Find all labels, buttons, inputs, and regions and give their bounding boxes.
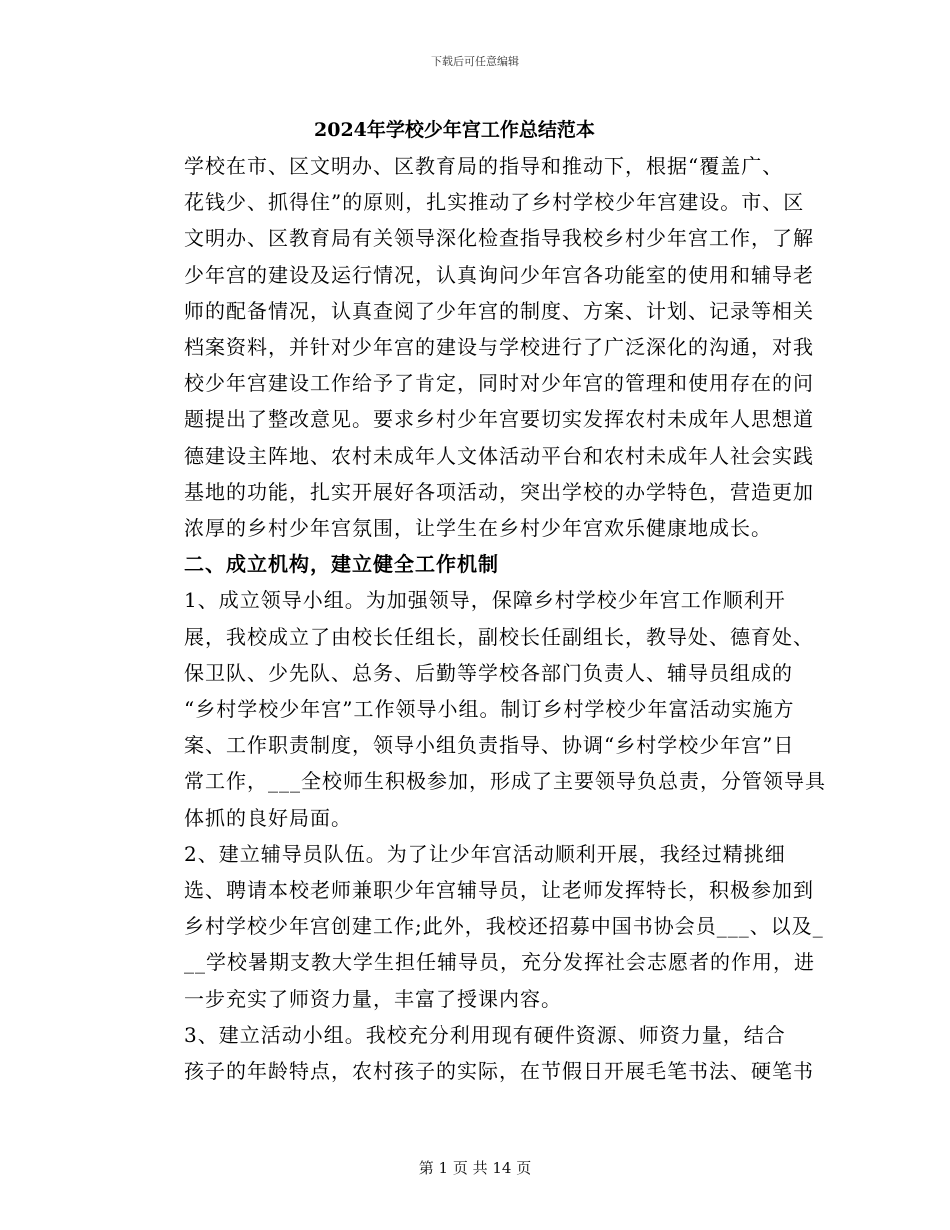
item-2-paragraph	[142, 836, 824, 1017]
paragraph-line: 文明办、区教育局有关领导深化检查指导我校乡村少年宫工作，了解	[184, 226, 814, 251]
paragraph-line: 案、工作职责制度，领导小组负责指导、协调“乡村学校少年宫”日	[184, 733, 795, 758]
paragraph-line: 展，我校成立了由校长任组长，副校长任副组长，教导处、德育处、	[184, 624, 814, 649]
item-1-paragraph	[142, 582, 826, 835]
item-3-paragraph	[142, 1017, 814, 1089]
page-header-note: 下载后可任意编辑	[431, 55, 519, 68]
paragraph-line: 浓厚的乡村少年宫氛围，让学生在乡村少年宫欢乐健康地成长。	[184, 516, 772, 541]
paragraph-line: 选、聘请本校老师兼职少年宫辅导员，让老师发挥特长，积极参加到	[184, 878, 814, 903]
paragraph-line: 学校在市、区文明办、区教育局的指导和推动下，根据“覆盖广、	[184, 154, 784, 178]
paragraph-line: 基地的功能，扎实开展好各项活动，突出学校的办学特色，营造更加	[184, 479, 814, 504]
paragraph-line: 师的配备情况，认真查阅了少年宫的制度、方案、计划、记录等相关	[184, 298, 814, 323]
paragraph-line: 德建设主阵地、农村未成年人文体活动平台和农村未成年人社会实践	[184, 443, 814, 468]
paragraph-line: 乡村学校少年宫创建工作;此外，我校还招募中国书协会员___、以及_	[184, 914, 824, 939]
paragraph-line: 3、建立活动小组。我校充分利用现有硬件资源、师资力量，结合	[184, 1022, 786, 1047]
page-number: 第 1 页 共 14 页	[418, 1159, 532, 1177]
paragraph-line: “乡村学校少年宫”工作领导小组。制订乡村学校少年富活动实施方	[184, 697, 795, 722]
paragraph-line: 少年宫的建设及运行情况，认真询问少年宫各功能室的使用和辅导老	[184, 262, 814, 287]
paragraph-line: 一步充实了师资力量，丰富了授课内容。	[184, 986, 562, 1011]
paragraph-line: __学校暑期支教大学生担任辅导员，充分发挥社会志愿者的作用，进	[184, 950, 815, 975]
paragraph-line: 花钱少、抓得住”的原则，扎实推动了乡村学校少年宫建设。市、区	[184, 190, 805, 215]
paragraph-line: 孩子的年龄特点，农村孩子的实际，在节假日开展毛笔书法、硬笔书	[184, 1059, 814, 1084]
intro-paragraph	[142, 148, 814, 546]
paragraph-line: 常工作，___全校师生积极参加，形成了主要领导负总责，分管领导具	[184, 769, 826, 794]
paragraph-line: 2、建立辅导员队伍。为了让少年宫活动顺利开展，我经过精挑细	[184, 841, 786, 866]
document-title: 2024年学校少年宫工作总结范本	[314, 119, 595, 141]
paragraph-line: 保卫队、少先队、总务、后勤等学校各部门负责人、辅导员组成的	[184, 660, 793, 685]
paragraph-line: 体抓的良好局面。	[184, 805, 352, 830]
paragraph-line: 校少年宫建设工作给予了肯定，同时对少年宫的管理和使用存在的问	[184, 371, 814, 396]
paragraph-line: 1、成立领导小组。为加强领导，保障乡村学校少年宫工作顺利开	[184, 588, 786, 613]
section-heading: 二、成立机构，建立健全工作机制	[184, 552, 499, 577]
paragraph-line: 题提出了整改意见。要求乡村少年宫要切实发挥农村未成年人思想道	[184, 407, 814, 432]
paragraph-line: 档案资料，并针对少年宫的建设与学校进行了广泛深化的沟通，对我	[184, 335, 814, 360]
document-body	[142, 113, 826, 1089]
